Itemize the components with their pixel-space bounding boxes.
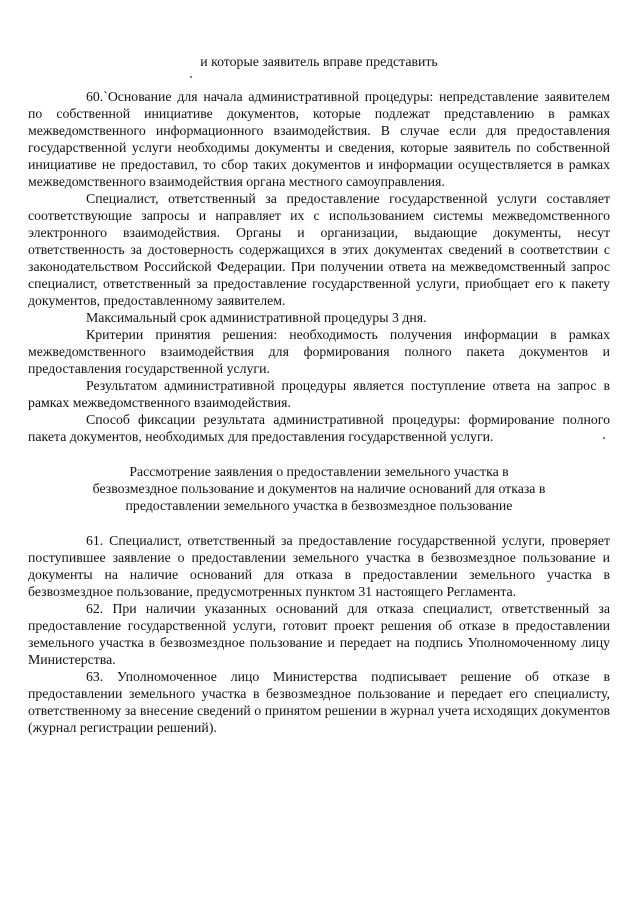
scan-speck xyxy=(603,437,605,439)
paragraph-60: 60.`Основание для начала административной процедуры: непредставление заявителем по собственной инициативе документов, которые подлежат представлению в рамках межведомственного информационного взаимодействия. В случае если для предоставления государственной услуги необходимы документы и сведения, которые заявитель по собственной инициативе не предоставил, то сбор таких документов и информации осуществляется в рамках межведомственного взаимодействия органа местного самоуправления. xyxy=(28,89,610,189)
scan-speck xyxy=(190,76,192,78)
section-heading-line: безвозмездное пользование и документов на наличие оснований для отказа в xyxy=(92,481,546,496)
paragraph-decision-criteria: Критерии принятия решения: необходимость получения информации в рамках межведомственного взаимодействия для формирования полного пакета документов и предоставления государственной услуги. xyxy=(28,327,610,376)
continued-heading: и которые заявитель вправе представить xyxy=(200,54,438,69)
paragraph-max-duration: Максимальный срок административной процедуры 3 дня. xyxy=(86,310,427,325)
paragraph-result-recording: Способ фиксации результата административной процедуры: формирование полного пакета документов, необходимых для предоставления государственной услуги. xyxy=(28,412,610,444)
paragraph-62: 62. При наличии указанных оснований для отказа специалист, ответственный за предоставление государственной услуги, готовит проект решения об отказе в предоставлении земельного участка в безвозмездное пользование и передает на подпись Уполномоченному лицу Министерства. xyxy=(28,601,610,667)
paragraph-63: 63. Уполномоченное лицо Министерства подписывает решение об отказе в предоставлении земельного участка в безвозмездное пользование и передает его специалисту, ответственному за внесение сведений о принятом решении в журнал учета исходящих документов (журнал регистрации решений). xyxy=(28,669,610,735)
paragraph-procedure-result: Результатом административной процедуры является поступление ответа на запрос в рамках межведомственного взаимодействия. xyxy=(28,378,610,410)
section-heading xyxy=(28,463,610,514)
paragraph-specialist-requests: Специалист, ответственный за предоставление государственной услуги составляет соответствующие запросы и направляет их с использованием системы межведомственного электронного взаимодействия. Органы и организации, выдающие документы, несут ответственность за достоверность содержащихся в этих документах сведений в соответствии с законодательством Российской Федерации. При получении ответа на межведомственный запрос специалист, ответственный за предоставление государственной услуги, приобщает его к пакету документов, предоставленному заявителем. xyxy=(28,191,610,308)
section-heading-line: Рассмотрение заявления о предоставлении земельного участка в xyxy=(129,464,509,479)
paragraph-61: 61. Специалист, ответственный за предоставление государственной услуги, проверяет поступившее заявление о предоставлении земельного участка в безвозмездное пользование и документы на наличие оснований для отказа в предоставлении земельного участка в безвозмездное пользование, предусмотренных пунктом 31 настоящего Регламента. xyxy=(28,533,610,599)
section-heading-line: предоставлении земельного участка в безвозмездное пользование xyxy=(125,498,513,513)
